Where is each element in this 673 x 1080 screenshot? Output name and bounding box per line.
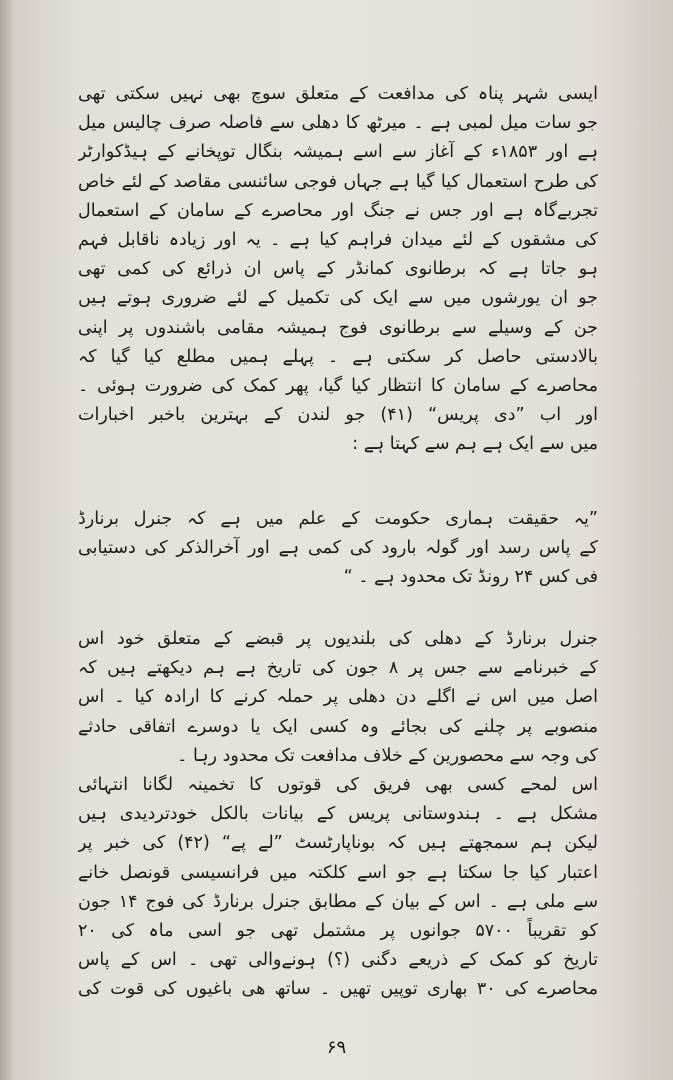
text-line: اعتبار کیا جا سکتا ہے جو اسے کلکتہ میں فرانسیسی قونصل خانے bbox=[78, 862, 598, 883]
text-line: کی مشقوں کے لئے میدان فراہم کیا ہے ۔ یہ اور زیادہ ناقابل فہم bbox=[78, 229, 598, 250]
text-line: تاریخ کو کمک کے ذریعے دگنی (؟) ہونےوالی تھی ۔ اس کے پاس bbox=[78, 950, 598, 971]
text-line: مشکل ہے ۔ ہندوستانی پریس کے بیانات بالکل خودتردیدی ہیں bbox=[78, 804, 598, 825]
text-line: محاصرے کی ۳۰ بھاری توپیں تھیں ۔ ساتھ ھی باغیوں کی قوت کی bbox=[78, 979, 598, 1000]
text-line: کی وجہ سے محصورین کے خلاف مدافعت تک محدود رہا ۔ bbox=[177, 745, 598, 766]
paragraph-1 bbox=[78, 80, 598, 459]
text-line: اس لمحے کسی بھی فریق کی قوتوں کا تخمینہ لگانا انتہائی bbox=[78, 774, 598, 795]
text-line: جو سات میل لمبی ہے ۔ میرٹھ کا دھلی سے فاصلہ صرف چالیس میل bbox=[78, 113, 598, 134]
text-line: جن کے وسیلے سے برطانوی فوج ہمیشہ مقامی باشندوں پر اپنی bbox=[78, 317, 598, 338]
text-line: فی کس ۲۴ رونڈ تک محدود ہے ۔ “ bbox=[343, 567, 598, 588]
text-line: کی طرح استعمال کیا گیا ہے جہاں فوجی سائنسی مقاصد کے لئے خاص bbox=[78, 171, 598, 192]
text-line: بالادستی حاصل کر سکتی ہے ۔ پہلے ہمیں مطلع کیا گیا کہ bbox=[78, 346, 598, 367]
text-line: کے پاس رسد اور گولہ بارود کی کمی ہے اور آخرالذکر کی دستیابی bbox=[78, 538, 598, 559]
text-line: کے خبرنامے سے جس پر ۸ جون کی تاریخ ہے ہم دیکھتے ہیں کہ bbox=[78, 658, 598, 679]
text-line: جو ان یورشوں میں سے ایک کی تکمیل کے لئے ضروری ہوتے ہیں bbox=[78, 288, 598, 309]
text-line: منصوبے پر چلنے کی بجائے وہ کسی ایک یا دوسرے اتفاقی حادثے bbox=[78, 716, 598, 737]
text-line: تجربےگاہ ہے اور جس نے جنگ اور محاصرے کے سامان کے استعمال bbox=[78, 200, 598, 221]
page-gutter-shadow bbox=[0, 0, 14, 1080]
text-line: ہو جاتا ہے کہ برطانوی کمانڈر کے پاس ان ذرائع کی کمی تھی bbox=[78, 259, 598, 280]
paragraph-3 bbox=[78, 625, 598, 1004]
text-line: ہے اور ۱۸۵۳ء کے آغاز سے اسے ہمیشہ بنگال توپخانے کے ہیڈکوارٹر bbox=[78, 142, 598, 163]
text-line: میں سے ایک ہے ہم سے کہتا ہے : bbox=[352, 434, 598, 455]
text-line: ”یہ حقیقت ہماری حکومت کے علم میں ہے کہ جنرل برنارڈ bbox=[78, 509, 598, 529]
text-line: جنرل برنارڈ کے دھلی کی بلندیوں پر قبضے کے متعلق خود اس bbox=[78, 629, 598, 649]
text-line: ایسی شہر پناہ کی مدافعت کے متعلق سوچ بھی نہیں سکتی تھی bbox=[78, 84, 598, 104]
page-number: ۶۹ bbox=[326, 1037, 347, 1058]
text-line: اور اب ”دی پریس“ (۴۱) جو لندن کے بہترین باخبر اخبارات bbox=[78, 405, 598, 426]
text-line: لیکن ہم سمجھتے ہیں کہ بوناپارٹسٹ ”لے پے“ (۴۲) کی خبر پر bbox=[78, 833, 598, 854]
quotation-paragraph bbox=[78, 505, 598, 593]
text-line: اصل میں اس نے اگلے دن دھلی پر حملہ کرنے کا ارادہ کیا ۔ اس bbox=[78, 687, 598, 708]
text-line: سے ملی ہے ۔ اس کے بیان کے مطابق جنرل برنارڈ کی فوج ۱۴ جون bbox=[78, 891, 598, 912]
text-line: کو تقریباً ۵۷۰۰ جوانوں پر مشتمل تھی جو اسی ماہ کی ۲۰ bbox=[78, 920, 598, 941]
text-line: محاصرے کے سامان کا انتظار کیا گیا، پھر کمک کی ضرورت ہوئی ۔ bbox=[78, 375, 598, 396]
